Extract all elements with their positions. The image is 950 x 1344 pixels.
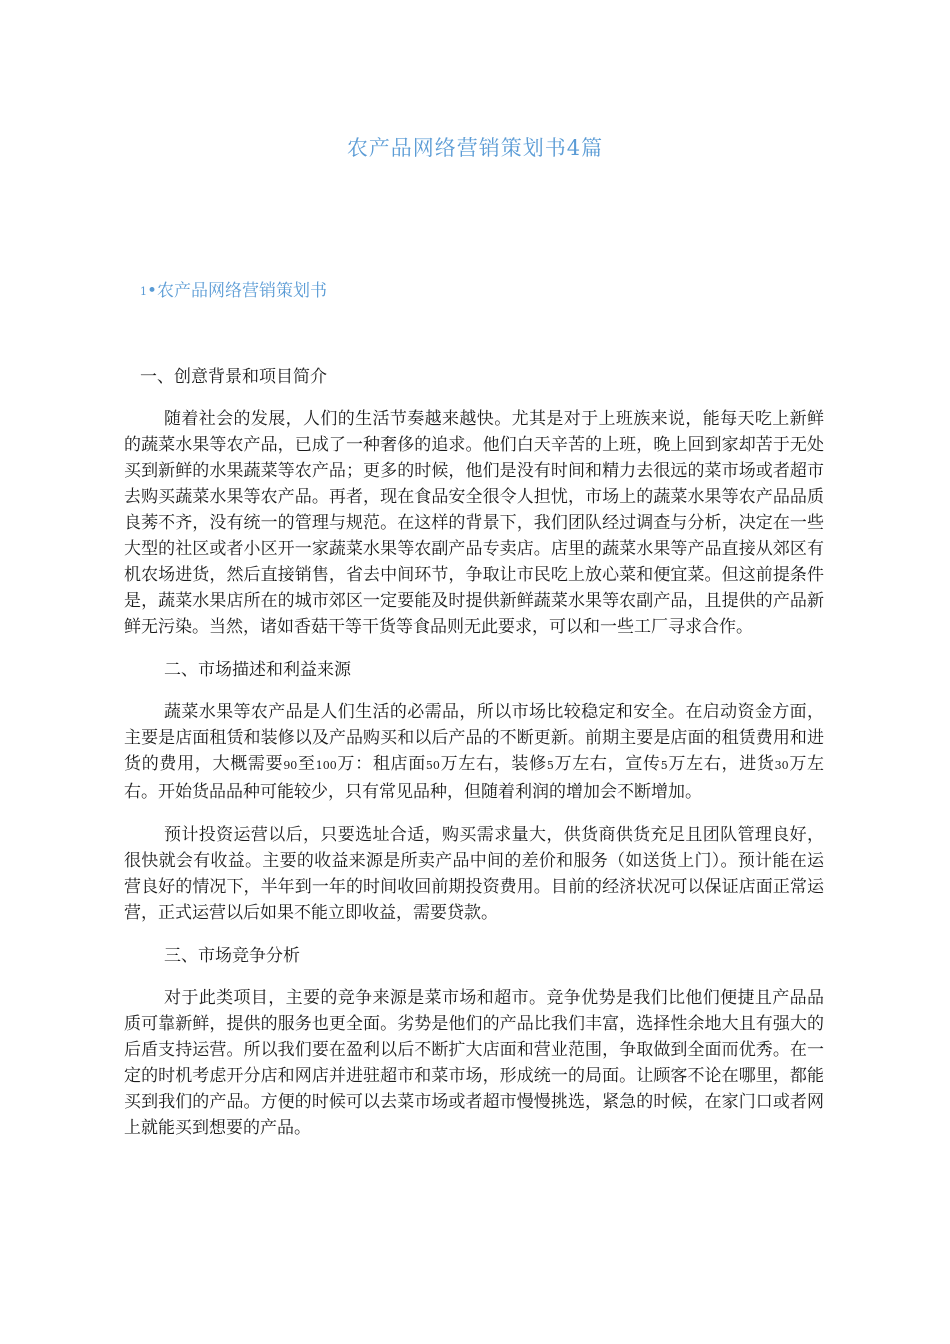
subtitle-bullet: • xyxy=(147,281,158,301)
number-run: 5 xyxy=(660,759,668,772)
text-run: 万左右，进货 xyxy=(667,754,775,774)
paragraph-competition: 对于此类项目，主要的竞争来源是菜市场和超市。竞争优势是我们比他们便捷且产品品质可靠新鲜，提供的服务也更全面。劣势是他们的产品比我们丰富，选择性余地大且有强大的后盾支持运营。所以我们要在盈利以后不断扩大店面和营业范围，争取做到全面而优秀。在一定的时机考虑开分店和网店并进驻超市和菜市场，形成统一的局面。让顾客不论在哪里，都能买到我们的产品。方便的时候可以去菜市场或者超市慢慢挑选，紧急的时候，在家门口或者网上就能买到想要的产品。 xyxy=(124,988,824,1138)
text-run: 万左右，宣传 xyxy=(553,754,661,774)
number-run: 5 xyxy=(546,759,554,772)
text-run: 万左右，装修 xyxy=(439,754,547,774)
paragraph-market xyxy=(124,699,824,805)
paragraph-background: 随着社会的发展，人们的生活节奏越来越快。尤其是对于上班族来说，能每天吃上新鲜的蔬菜水果等农产品，已成了一种奢侈的追求。他们白天辛苦的上班，晚上回到家却苦于无处买到新鲜的水果蔬菜等农产品；更多的时候，他们是没有时间和精力去很远的菜市场或者超市去购买蔬菜水果等农产品。再者，现在食品安全很令人担忧，市场上的蔬菜水果等农产品品质良莠不齐，没有统一的管理与规范。在这样的背景下，我们团队经过调查与分析，决定在一些大型的社区或者小区开一家蔬菜水果等农副产品专卖店。店里的蔬菜水果等产品直接从郊区有机农场进货，然后直接销售，省去中间环节，争取让市民吃上放心菜和便宜菜。但这前提条件是，蔬菜水果店所在的城市郊区一定要能及时提供新鲜蔬菜水果等农副产品，且提供的产品新鲜无污染。当然，诸如香菇干等干货等食品则无此要求，可以和一些工厂寻求合作。 xyxy=(124,409,824,637)
text-run: 万：租店面 xyxy=(336,754,426,774)
number-run: 90 xyxy=(283,759,298,772)
number-run: 30 xyxy=(774,759,789,772)
text-run: 万左右。开始货品品种可能较少，只有常见品种，但随着利润的增加会不断增加。 xyxy=(124,754,825,802)
document-body xyxy=(124,364,824,1158)
section-heading-2: 二、市场描述和利益来源 xyxy=(164,660,351,680)
number-run: 100 xyxy=(315,759,337,772)
document-title: 农产品网络营销策划书4篇 xyxy=(346,136,604,160)
subtitle-number: 1 xyxy=(140,285,147,298)
subtitle-text: 农产品网络营销策划书 xyxy=(157,281,328,301)
section-subtitle xyxy=(140,276,327,301)
section-heading-3: 三、市场竞争分析 xyxy=(164,946,300,966)
paragraph-revenue: 预计投资运营以后，只要选址合适，购买需求量大，供货商供货充足且团队管理良好，很快就会有收益。主要的收益来源是所卖产品中间的差价和服务（如送货上门）。预计能在运营良好的情况下，半年到一年的时间收回前期投资费用。目前的经济状况可以保证店面正常运营，正式运营以后如果不能立即收益，需要贷款。 xyxy=(124,825,824,923)
section-heading-1: 一、创意背景和项目简介 xyxy=(140,367,327,387)
text-run: 蔬菜水果等农产品是人们生活的必需品，所以市场比较稳定和安全。在启动资金方面，主要是店面租赁和装修以及产品购买和以后产品的不断更新。前期主要是店面的租赁费用和进货的费用，大概需要 xyxy=(124,702,824,774)
text-run: 至 xyxy=(297,754,316,774)
number-run: 50 xyxy=(425,759,440,772)
